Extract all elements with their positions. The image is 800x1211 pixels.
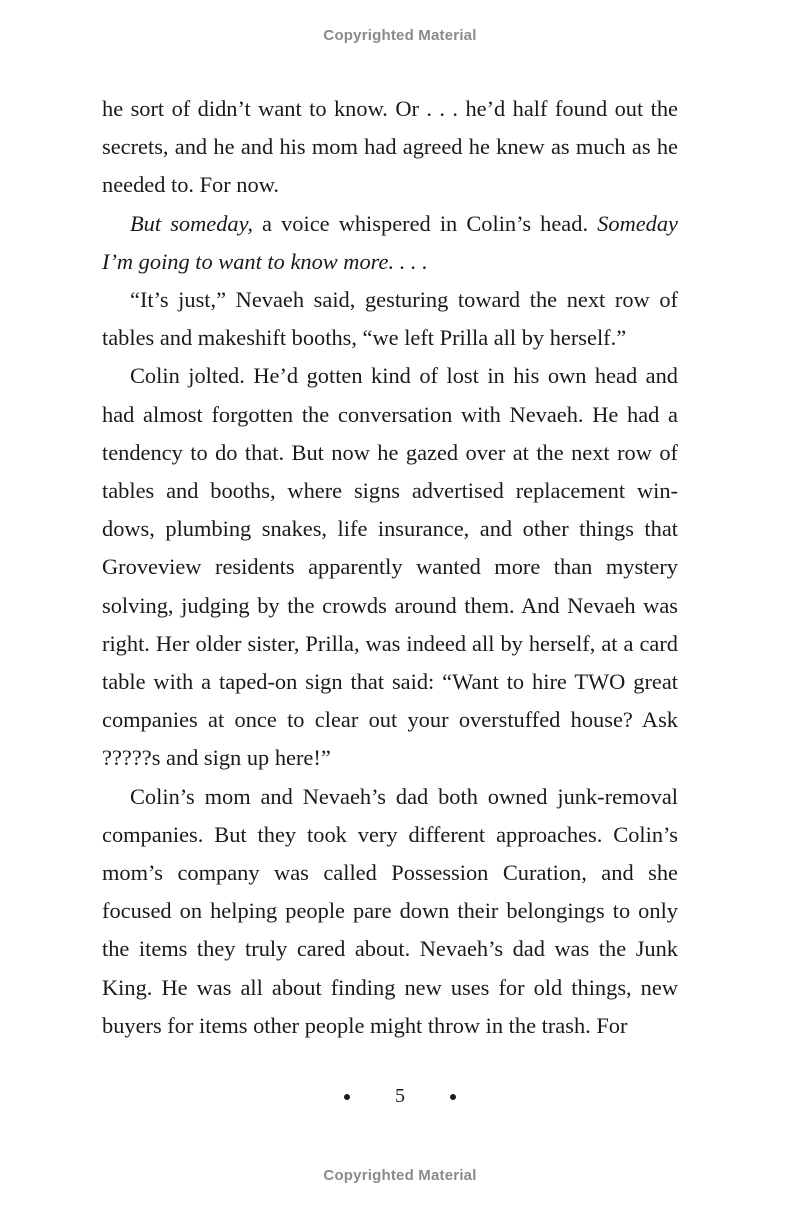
paragraph-2-text: a voice whispered in Colin’s head. xyxy=(252,210,598,236)
folio-bullet-left xyxy=(344,1094,350,1100)
paragraph-5: Colin’s mom and Nevaeh’s dad both owned junk-removal companies. But they took very different approaches. Colin’s mom’s company was called Possession Curation, and she focused on helping people pare down their belongings to only the items they truly cared about. Nevaeh’s dad was the Junk King. He was all about finding new uses for old things, new buyers for items other people might throw in the trash. For xyxy=(102,783,678,1038)
page-folio xyxy=(0,1085,800,1108)
italic-thought-start: But someday, xyxy=(130,210,253,236)
italic-thought-end: Someday I’m going to want to know more. . . . xyxy=(102,210,678,274)
paragraph-1: he sort of didn’t want to know. Or . . . he’d half found out the secrets, and he and his mom had agreed he knew as much as he needed to. For now. xyxy=(102,96,678,198)
paragraph-2 xyxy=(102,205,678,281)
page-number: 5 xyxy=(395,1085,405,1107)
paragraph-3: “It’s just,” Nevaeh said, gesturing toward the next row of tables and makeshift booths, “we left Prilla all by herself.” xyxy=(102,287,678,351)
paragraph-4: Colin jolted. He’d gotten kind of lost in his own head and had almost forgotten the conversation with Nevaeh. He had a tendency to do that. But now he gazed over at the next row of tables and booths, where signs advertised replacement windows, plumbing snakes, life insurance, and other things that Groveview residents apparently wanted more than mystery solving, judging by the crowds around them. And Nevaeh was right. Her older sister, Prilla, was indeed all by herself, at a card table with a taped-on sign that said: “Want to hire TWO great companies at once to clear out your overstuffed house? Ask ?????s and sign up here!” xyxy=(102,363,678,771)
copyright-watermark-bottom: Copyrighted Material xyxy=(323,1167,477,1184)
page-body-text xyxy=(102,90,678,1045)
folio-bullet-right xyxy=(450,1094,456,1100)
copyright-watermark-top: Copyrighted Material xyxy=(323,27,477,44)
